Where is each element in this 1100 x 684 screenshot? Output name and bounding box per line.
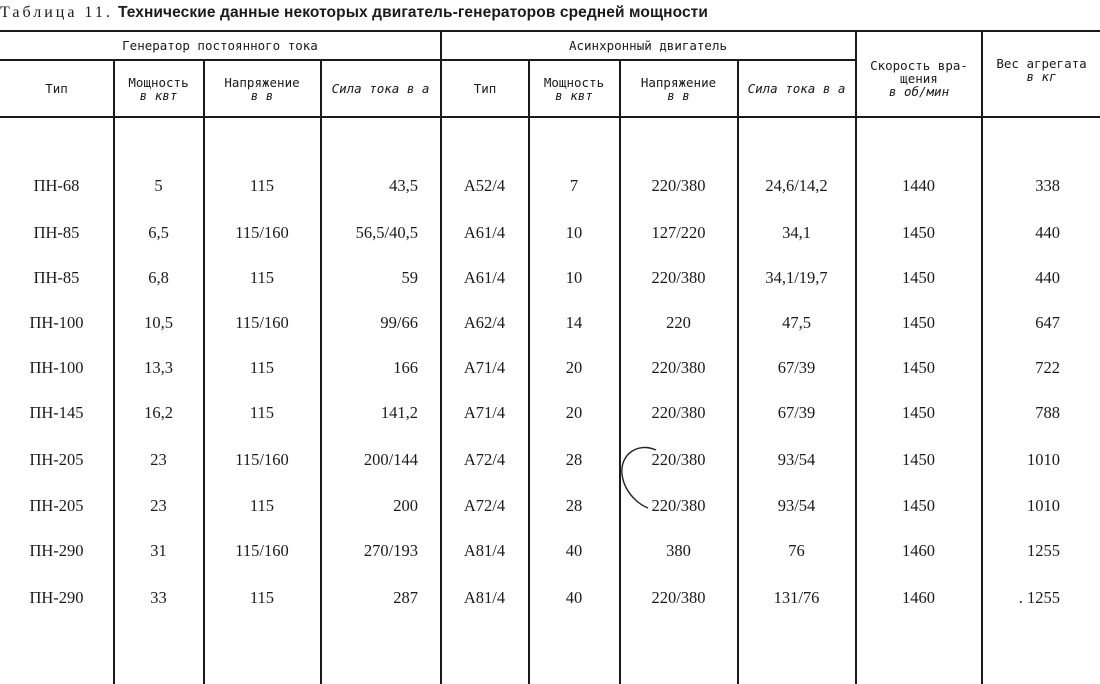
- cell-g-voltage: 115/160: [235, 450, 289, 469]
- group-header-generator: Генератор постоянного тока: [122, 37, 318, 53]
- cell-g-type: ПН-100: [29, 313, 84, 332]
- cell-g-voltage: 115: [249, 496, 275, 515]
- header-g-type: Тип: [45, 81, 68, 96]
- cell-weight: 338: [1035, 176, 1060, 195]
- cell-m-voltage: 220: [666, 313, 691, 332]
- header-g-power: Мощность в квт: [128, 74, 189, 103]
- cell-m-voltage: 220/380: [651, 588, 706, 607]
- cell-m-current: 67/39: [777, 358, 816, 377]
- cell-g-current: 59: [401, 268, 418, 287]
- header-m-current: Сила тока в а: [747, 81, 846, 96]
- cell-m-power: 14: [565, 313, 583, 332]
- cell-m-voltage: 220/380: [651, 268, 706, 287]
- cell-m-type: А62/4: [463, 313, 506, 332]
- cell-m-voltage: 220/380: [651, 450, 706, 469]
- cell-g-type: ПН-205: [29, 450, 84, 469]
- cell-m-current: 76: [788, 541, 805, 560]
- header-g-voltage: Напряжение в в: [224, 74, 300, 103]
- cell-g-voltage: 115: [249, 358, 275, 377]
- cell-g-voltage: 115: [249, 588, 275, 607]
- header-g-current: Сила тока в а: [331, 81, 430, 96]
- cell-speed: 1450: [902, 223, 935, 242]
- header-m-voltage: Напряжение в в: [640, 74, 717, 103]
- cell-g-power: 23: [150, 450, 167, 469]
- cell-g-voltage: 115: [249, 176, 275, 195]
- cell-m-type: А61/4: [463, 223, 506, 242]
- cell-g-power: 33: [150, 588, 167, 607]
- cell-weight: 647: [1035, 313, 1060, 332]
- cell-m-type: А71/4: [463, 403, 506, 422]
- cell-speed: 1450: [902, 313, 935, 332]
- cell-m-type: А71/4: [463, 358, 506, 377]
- cell-g-type: ПН-100: [29, 358, 84, 377]
- cell-m-power: 40: [565, 541, 583, 560]
- cell-g-current: 200/144: [363, 450, 418, 469]
- cell-m-power: 10: [565, 268, 583, 287]
- cell-m-type: А81/4: [463, 588, 506, 607]
- pen-scribble-mark: [618, 444, 678, 514]
- cell-g-current: 43,5: [389, 176, 418, 195]
- cell-g-type: ПН-290: [29, 541, 84, 560]
- cell-weight: 440: [1035, 223, 1060, 242]
- cell-m-power: 28: [565, 496, 583, 515]
- cell-g-power: 23: [150, 496, 167, 515]
- cell-weight: . 1255: [1018, 588, 1060, 607]
- cell-g-current: 56,5/40,5: [355, 223, 418, 242]
- cell-m-type: А72/4: [463, 450, 506, 469]
- cell-weight: 1255: [1027, 541, 1060, 560]
- cell-g-type: ПН-145: [29, 403, 84, 422]
- cell-g-voltage: 115/160: [235, 223, 289, 242]
- group-header-motor: Асинхронный двигатель: [568, 37, 728, 53]
- cell-speed: 1450: [902, 403, 935, 422]
- table-caption: [0, 2, 1100, 22]
- cell-g-voltage: 115/160: [235, 313, 289, 332]
- cell-m-current: 34,1: [782, 223, 811, 242]
- cell-m-voltage: 380: [666, 541, 691, 560]
- cell-m-voltage: 220/380: [651, 358, 706, 377]
- cell-m-type: А81/4: [463, 541, 506, 560]
- cell-speed: 1440: [902, 176, 935, 195]
- cell-m-current: 34,1/19,7: [765, 268, 828, 287]
- cell-m-type: А52/4: [463, 176, 506, 195]
- cell-m-current: 131/76: [773, 588, 820, 607]
- cell-g-power: 13,3: [144, 358, 173, 377]
- cell-m-current: 93/54: [777, 496, 816, 515]
- cell-g-voltage: 115/160: [235, 541, 289, 560]
- cell-g-type: ПН-85: [33, 268, 80, 287]
- table-number: Таблица 11.: [0, 4, 113, 21]
- cell-m-power: 20: [565, 403, 583, 422]
- cell-g-current: 141,2: [380, 403, 418, 422]
- cell-g-type: ПН-85: [33, 223, 80, 242]
- header-bottom-rule: [0, 116, 1100, 118]
- cell-g-type: ПН-205: [29, 496, 84, 515]
- cell-m-current: 93/54: [777, 450, 816, 469]
- cell-m-type: А72/4: [463, 496, 506, 515]
- cell-m-power: 10: [565, 223, 583, 242]
- cell-speed: 1460: [902, 588, 935, 607]
- header-m-power: Мощность в квт: [543, 74, 605, 103]
- cell-speed: 1450: [902, 450, 935, 469]
- cell-g-voltage: 115: [249, 268, 275, 287]
- cell-m-power: 28: [565, 450, 583, 469]
- cell-weight: 1010: [1027, 496, 1060, 515]
- cell-m-current: 47,5: [782, 313, 811, 332]
- cell-g-current: 200: [393, 496, 418, 515]
- table-title: Технические данные некоторых двигатель-генераторов средней мощности: [117, 4, 708, 21]
- cell-g-current: 99/66: [380, 313, 418, 332]
- cell-speed: 1460: [902, 541, 935, 560]
- cell-g-current: 270/193: [363, 541, 418, 560]
- cell-m-type: А61/4: [463, 268, 506, 287]
- cell-g-type: ПН-290: [29, 588, 84, 607]
- header-m-type: Тип: [473, 81, 497, 96]
- cell-weight: 788: [1035, 403, 1060, 422]
- cell-g-type: ПН-68: [33, 176, 80, 195]
- cell-speed: 1450: [902, 268, 935, 287]
- cell-m-power: 7: [569, 176, 579, 195]
- header-speed: Скорость вра- щения в об/мин: [870, 57, 968, 99]
- cell-m-power: 40: [565, 588, 583, 607]
- cell-g-current: 287: [393, 588, 418, 607]
- cell-g-power: 5: [154, 176, 163, 195]
- cell-speed: 1450: [902, 496, 935, 515]
- cell-g-power: 10,5: [144, 313, 173, 332]
- cell-g-power: 6,8: [148, 268, 169, 287]
- cell-g-voltage: 115: [249, 403, 275, 422]
- cell-m-voltage: 127/220: [651, 223, 706, 242]
- cell-weight: 722: [1035, 358, 1060, 377]
- cell-g-power: 31: [150, 541, 167, 560]
- cell-m-power: 20: [565, 358, 583, 377]
- cell-m-current: 67/39: [777, 403, 816, 422]
- cell-m-voltage: 220/380: [651, 496, 706, 515]
- cell-m-voltage: 220/380: [651, 403, 706, 422]
- header-weight: Вес агрегата в кг: [996, 56, 1087, 84]
- cell-weight: 440: [1035, 268, 1060, 287]
- cell-speed: 1450: [902, 358, 935, 377]
- cell-m-current: 24,6/14,2: [765, 176, 828, 195]
- cell-g-current: 166: [393, 358, 418, 377]
- cell-g-power: 16,2: [144, 403, 173, 422]
- cell-g-power: 6,5: [148, 223, 169, 242]
- cell-weight: 1010: [1027, 450, 1060, 469]
- cell-m-voltage: 220/380: [651, 176, 706, 195]
